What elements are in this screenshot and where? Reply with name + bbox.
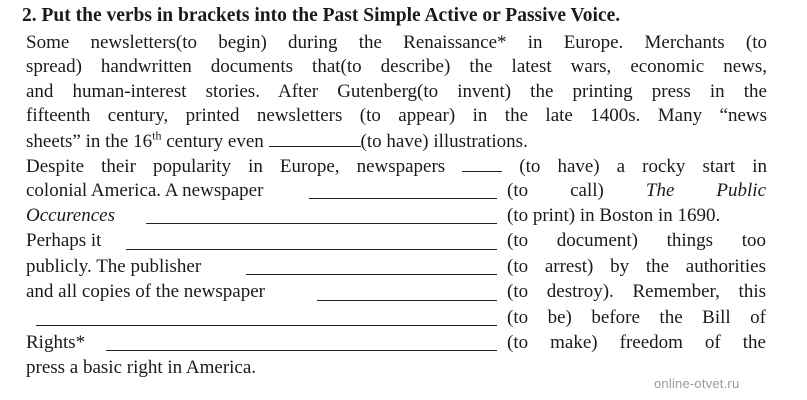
line-11-left: and all copies of the newspaper [26, 281, 265, 302]
line-13-right: (to make) freedom of the [507, 332, 766, 353]
answer-blank-have-illustrations[interactable] [269, 129, 361, 147]
line-12-right: (to be) before the Bill of [507, 307, 766, 328]
line-5-text-b: century even [161, 131, 269, 152]
line-6-text-a: Despite their popularity in Europe, newspapers [26, 156, 463, 177]
answer-blank-print[interactable] [146, 223, 497, 224]
line-7-right-3: The [645, 180, 675, 201]
line-11-right: (to destroy). Remember, this [507, 281, 766, 302]
answer-blank-arrest[interactable] [246, 274, 497, 275]
line-7-right-1: (to [507, 180, 529, 201]
line-10-right: (to arrest) by the authorities [507, 256, 766, 277]
answer-blank-destroy[interactable] [317, 300, 497, 301]
paragraph-line-5 [26, 129, 528, 154]
answer-blank-be[interactable] [36, 325, 497, 326]
answer-blank-document[interactable] [126, 249, 497, 250]
line-7-right-2: call) [570, 180, 604, 201]
line-7-right [507, 179, 766, 203]
paragraph-line-2: spread) handwritten documents that(to describe) the latest wars, economic news, [26, 56, 767, 77]
paragraph-line-6 [26, 154, 767, 179]
line-13-left: Rights* [26, 332, 86, 353]
paragraph-line-14: press a basic right in America. [26, 357, 257, 378]
line-6-text-b: (to have) a rocky start in [502, 156, 767, 177]
watermark: online-otvet.ru [654, 376, 740, 391]
line-9-left: Perhaps it [26, 230, 102, 251]
line-7-right-4: Public [716, 180, 767, 201]
exercise-title: 2. Put the verbs in brackets into the Past Simple Active or Passive Voice. [22, 5, 621, 26]
answer-blank-call[interactable] [309, 198, 497, 199]
line-9-right: (to document) things too [507, 230, 766, 251]
line-5-text-a: sheets” in the 16 [26, 131, 153, 152]
paragraph-line-1: Some newsletters(to begin) during the Renaissance* in Europe. Merchants (to [26, 32, 767, 53]
line-8-right: (to print) in Boston in 1690. [507, 205, 721, 226]
line-5-text-c: (to have) illustrations. [360, 131, 528, 152]
paragraph-line-4: fifteenth century, printed newsletters (to appear) in the late 1400s. Many “news [26, 105, 767, 126]
line-7-left: colonial America. A newspaper [26, 180, 264, 201]
answer-blank-have-start[interactable] [462, 154, 502, 172]
line-10-left: publicly. The publisher [26, 256, 202, 277]
superscript-th: th [152, 128, 162, 143]
line-8-left: Occurences [26, 205, 115, 226]
answer-blank-make[interactable] [106, 350, 497, 351]
paragraph-line-3: and human-interest stories. After Gutenberg(to invent) the printing press in the [26, 81, 767, 102]
